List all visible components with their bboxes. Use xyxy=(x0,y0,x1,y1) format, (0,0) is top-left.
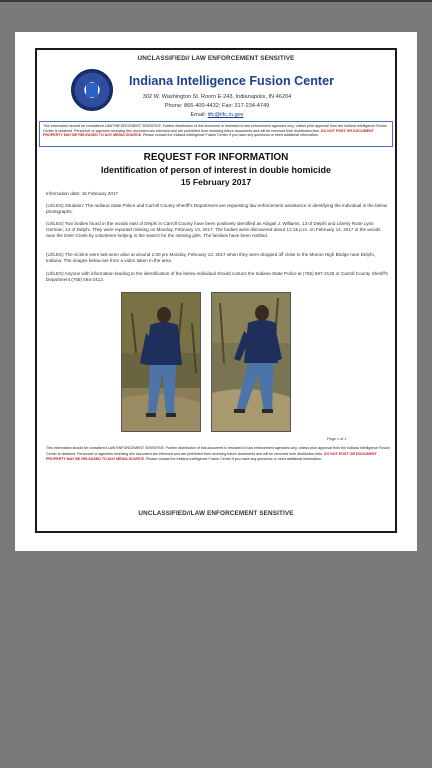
warning-text: This information should be considered LAW ENFORCEMENT SENSITIVE. Further distribution of this document is restricted to law enforcement agencies only, unless prior approval from the Indiana Intelligence Fusion Center is obtained. Personnel or agencies receiving this document are informed and are prohibited from receiving future documents and will be removed from distribution lists. xyxy=(43,124,387,133)
document-subtitle: Identification of person of interest in double homicide xyxy=(100,165,331,175)
header-classification: UNCLASSIFIED// LAW ENFORCEMENT SENSITIVE xyxy=(137,55,295,62)
suspect-photo-2 xyxy=(211,292,291,432)
email-label: Email: xyxy=(190,112,207,118)
top-border-line xyxy=(0,0,432,2)
last-seen-paragraph: (U//LES) The victims were last seen alive at around 1:00 pm Monday, February 13, 2017 when they were dropped off close to the Monon High Bridge near Delphi, Indiana. The images below are from a video taken in the area. xyxy=(46,252,375,263)
distribution-warning-box xyxy=(39,121,393,147)
info-date: Information date: 15 February 2017 xyxy=(46,191,119,196)
document-title: REQUEST FOR INFORMATION xyxy=(143,152,289,163)
email-link[interactable]: iifc@iifc.in.gov xyxy=(207,112,244,118)
warning-tail: Please contact the Indiana Intelligence Fusion Center if you have any questions or need additional information. xyxy=(142,133,319,138)
document-date: 15 February 2017 xyxy=(180,177,252,187)
situation-paragraph: (U//LES) Situation: The Indiana State Police and Carroll County Sheriff's Department are requesting law enforcement assistance in identifying the individual in the below photographs. xyxy=(46,203,388,214)
footer-tail: Please contact the Indiana Intelligence Fusion Center if you have any questions or need additional information. xyxy=(145,457,322,462)
background-paragraph: (U//LES) Two bodies found in the woods east of Delphi in Carroll County have been positively identified as Abigail J. Williams, 13 of Delphi and Liberty Rose Lynn German, 14 of Delphi. They were reported missing on Monday, February 13, 2017. The bodies were discovered about 12:15 p.m. on February 14, 2017 in the woods near the Deer Creek by volunteers helping in the search for the missing girls. The families have been notified. xyxy=(46,221,381,238)
org-phone: Phone: 866-400-4432; Fax: 317-234-4749 xyxy=(164,103,270,109)
org-address: 302 W. Washington St. Room E-243, Indianapolis, IN 46204 xyxy=(142,94,292,100)
footer-warning xyxy=(46,446,392,463)
document-frame xyxy=(35,48,397,533)
suspect-photo-1 xyxy=(121,292,201,432)
document-page xyxy=(15,32,417,551)
org-name: Indiana Intelligence Fusion Center xyxy=(129,74,335,88)
footer-red-text: DO NOT POST OR DOCUMENT PROPERTY MAY BE RELEASED TO ANY MEDIA SOURCE. xyxy=(46,451,377,462)
contact-paragraph: (U//LES) Anyone with information leading to the identification of the below individual should contact the Indiana State Police at (765) 567-2125 or Carroll County Sheriff's Department (765) 564-2413. xyxy=(46,271,388,282)
footer-text: This information should be considered LAW ENFORCEMENT SENSITIVE. Further distribution of this document is restricted to law enforcement agencies only, unless prior approval from the Indiana Intelligence Fusion Center is obtained. Personnel or agencies receiving this document are informed and are prohibited from receiving future documents and will be removed from distribution lists. xyxy=(46,446,390,456)
org-email-line xyxy=(77,112,357,118)
page-number: Page 1 of 1 xyxy=(327,437,347,441)
warning-red-text: DO NOT POST OR DOCUMENT PROPERTY MAY BE RELEASED TO ANY MEDIA SOURCE. xyxy=(43,128,374,138)
footer-classification: UNCLASSIFIED//LAW ENFORCEMENT SENSITIVE xyxy=(138,510,294,517)
